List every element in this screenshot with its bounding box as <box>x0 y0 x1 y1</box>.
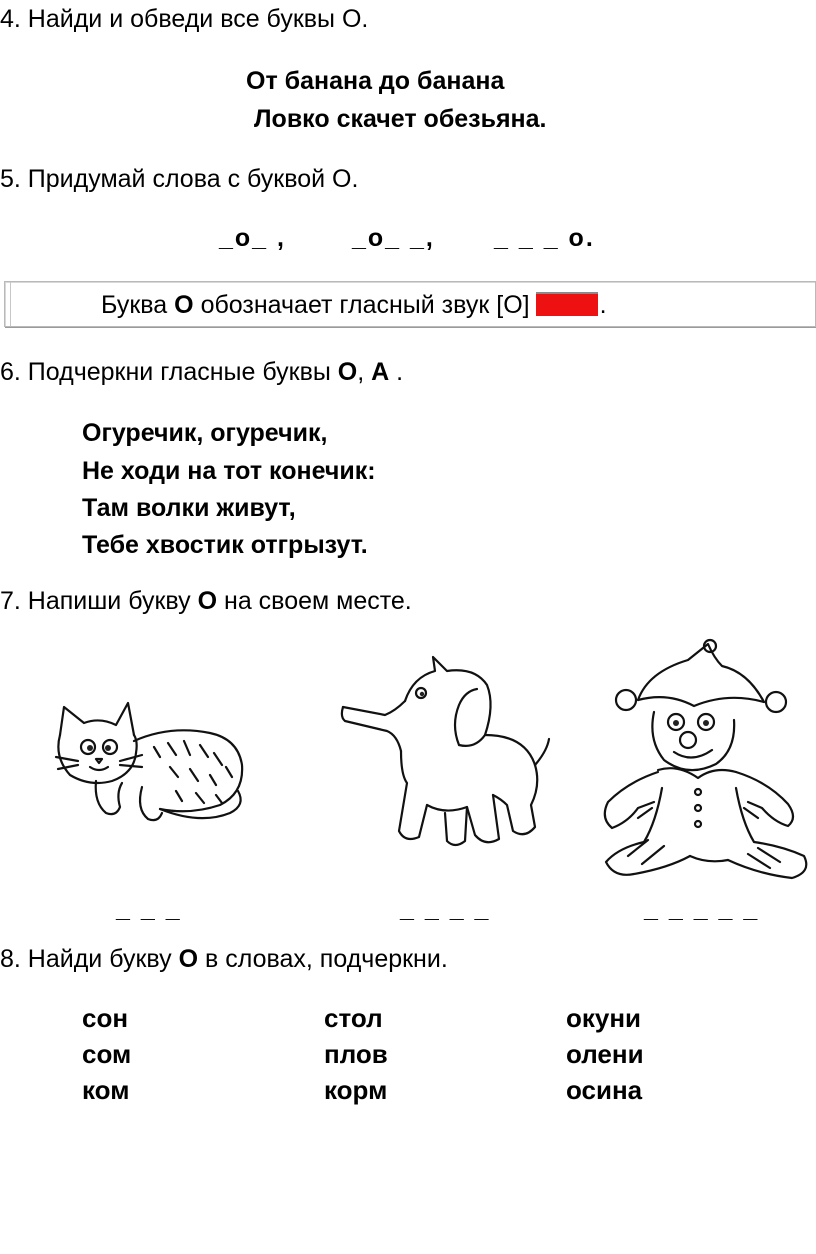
task-6-prefix: 6. Подчеркни гласные буквы <box>0 358 331 386</box>
task-8-suffix: в словах, подчеркни. <box>205 945 448 973</box>
poem-line: Огуречик, огуречик, <box>82 419 328 447</box>
word-item: сон <box>82 1003 129 1033</box>
word-item: плов <box>324 1039 388 1069</box>
poem-line: Тебе хвостик отгрызут. <box>82 531 368 559</box>
rule-end: . <box>599 291 607 319</box>
poem-line: Там волки живут, <box>82 494 296 522</box>
task-7-suffix: на своем месте. <box>224 587 412 615</box>
task-8-prefix: 8. Найди букву <box>0 945 172 973</box>
task-6-title <box>0 357 403 387</box>
word-item: олени <box>566 1039 644 1069</box>
word-blank: _ _ _ <box>116 895 182 923</box>
cat-picture <box>50 695 250 830</box>
task-7-prefix: 7. Напиши букву <box>0 587 191 615</box>
task-6-sep: , <box>357 358 365 386</box>
word-item: сом <box>82 1039 132 1069</box>
clown-picture <box>598 642 816 882</box>
task-7-letter: О <box>197 587 218 615</box>
vowel-color-swatch <box>536 292 598 316</box>
word-item: окуни <box>566 1003 642 1033</box>
word-pattern: _ _ _ о. <box>494 224 595 252</box>
poem-line: Не ходи на тот конечик: <box>82 457 376 485</box>
rule-prefix: Буква <box>101 291 168 319</box>
word-column-2 <box>324 1000 388 1108</box>
rule-box <box>4 281 816 327</box>
rule-text <box>101 291 607 319</box>
word-item: осина <box>566 1075 643 1105</box>
task-4-title: 4. Найди и обведи все буквы О. <box>0 5 369 33</box>
word-blank: _ _ _ _ <box>400 895 491 923</box>
word-pattern: _о_ _, <box>352 224 435 252</box>
elephant-picture <box>335 655 560 855</box>
task-6-end: . <box>396 358 404 386</box>
rule-letter: О <box>174 291 194 319</box>
rule-suffix: обозначает гласный звук [О] <box>200 291 530 319</box>
task-5-title: 5. Придумай слова с буквой О. <box>0 165 359 193</box>
task-8-letter: О <box>178 945 199 973</box>
poem-line: От банана до банана <box>246 67 505 95</box>
rule-box-divider <box>10 282 11 326</box>
task-7-title <box>0 586 412 616</box>
word-item: стол <box>324 1003 383 1033</box>
word-column-3 <box>566 1000 644 1108</box>
poem-line: Ловко скачет обезьяна. <box>254 105 547 133</box>
task-6-letter-a: А <box>371 358 390 386</box>
word-blank: _ _ _ _ _ <box>644 895 760 923</box>
word-item: корм <box>324 1075 388 1105</box>
task-8-title <box>0 944 448 974</box>
word-column-1 <box>82 1000 131 1108</box>
task-6-letter-o: О <box>337 358 358 386</box>
word-item: ком <box>82 1075 130 1105</box>
word-pattern: _о_ , <box>219 224 286 252</box>
